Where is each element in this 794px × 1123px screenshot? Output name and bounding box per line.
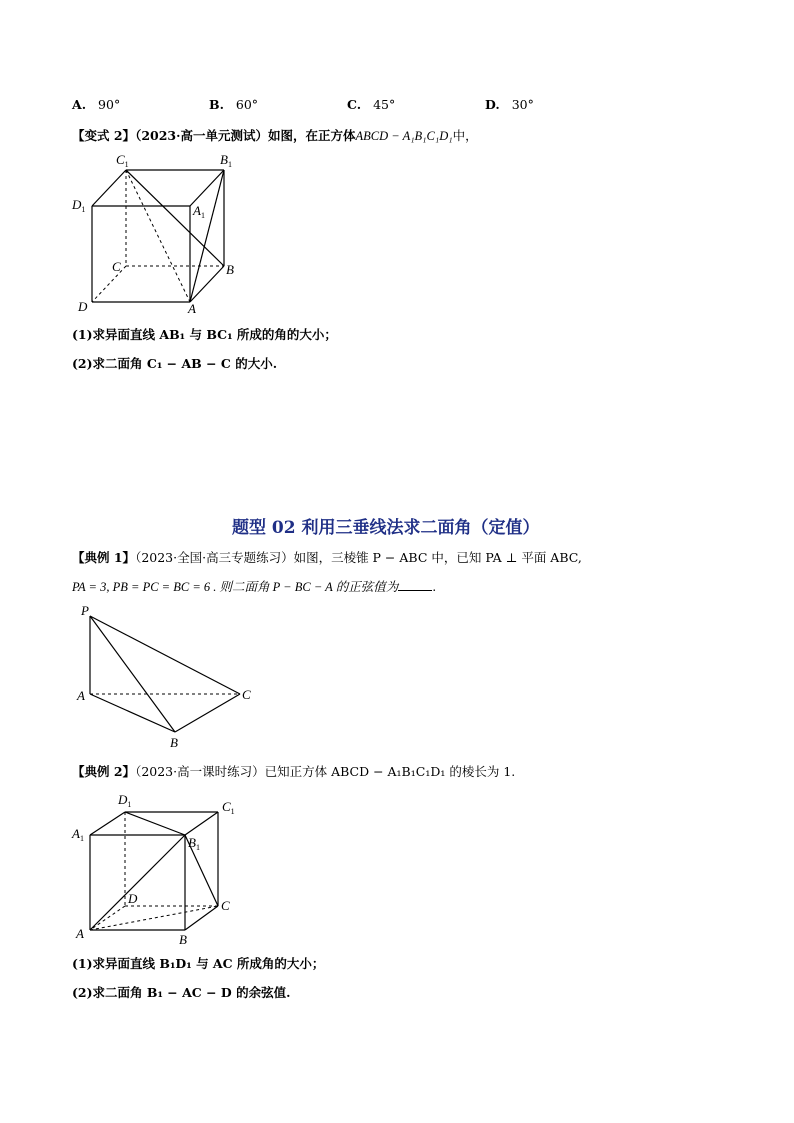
cube-figure-1 [70,150,250,315]
answer-blank [398,578,432,591]
example-tag: 【典例 1】 [72,550,136,565]
option-value: 45° [373,97,396,112]
label-a1: $A_1$ [72,826,84,843]
option-letter: B. [209,97,224,112]
example-2-line-1 [72,764,515,780]
label-a: A [188,301,196,315]
label-b: B [179,932,187,947]
example-tag: 【典例 2】 [72,764,136,779]
question-part-2: (2)求二面角 C₁ − AB − C 的大小. [72,356,278,371]
label-c1: $C_1$ [116,152,129,169]
cube-figure-2 [70,790,250,950]
label-c: C [242,687,251,702]
example-2-part-1: (1)求异面直线 B₁D₁ 与 AC 所成角的大小； [72,956,325,971]
example-1-line-1 [72,550,582,566]
example-text: . [432,579,437,594]
label-b1: $B_1$ [188,835,200,852]
label-d1: $D_1$ [118,792,132,809]
label-b: B [170,735,178,750]
question-heading [72,128,478,144]
example-text: （2023·高一课时练习）已知正方体 ABCD − A₁B₁C₁D₁ 的棱长为 1. [135,764,516,779]
label-b: B [226,262,234,277]
option-a [72,97,120,113]
question-part-1: (1)求异面直线 AB₁ 与 BC₁ 所成的角的大小； [72,327,337,342]
option-letter: C. [347,97,362,112]
option-letter: A. [72,97,87,112]
example-2-part-2: (2)求二面角 B₁ − AC − D 的余弦值. [72,985,291,1000]
label-p: P [81,603,89,618]
option-letter: D. [485,97,500,112]
option-value: 30° [511,97,534,112]
label-c: C [112,259,121,274]
label-a: A [76,926,84,941]
tetrahedron-figure [70,600,270,750]
option-d [485,97,534,113]
label-b1: $B_1$ [220,152,232,169]
question-tail: 中， [452,128,478,143]
question-source: （2023·高一单元测试）如图，在正方体 [135,128,356,143]
section-title: 题型 02 利用三垂线法求二面角（定值） [232,518,540,538]
option-value: 90° [98,97,121,112]
example-1-line-2 [72,578,436,595]
label-a1: $A_1$ [193,203,205,220]
example-text: PA = 3, PB = PC = BC = 6 . 则二面角 P − BC − A 的正弦值为 [72,580,399,594]
option-value: 60° [235,97,259,112]
question-tag: 【变式 2】 [72,128,136,143]
label-a: A [77,688,85,703]
question-math: ABCD − A₁B₁C₁D₁ [355,129,453,143]
label-d: D [78,299,88,314]
example-text: （2023·全国·高三专题练习）如图，三棱锥 P − ABC 中，已知 PA ⊥ 平面 ABC, [135,550,582,565]
label-d1: $D_1$ [72,197,86,214]
option-c [347,97,395,113]
option-b [209,97,258,113]
label-c1: $C_1$ [222,799,235,816]
label-c: C [221,898,230,913]
label-d: D [128,891,138,906]
